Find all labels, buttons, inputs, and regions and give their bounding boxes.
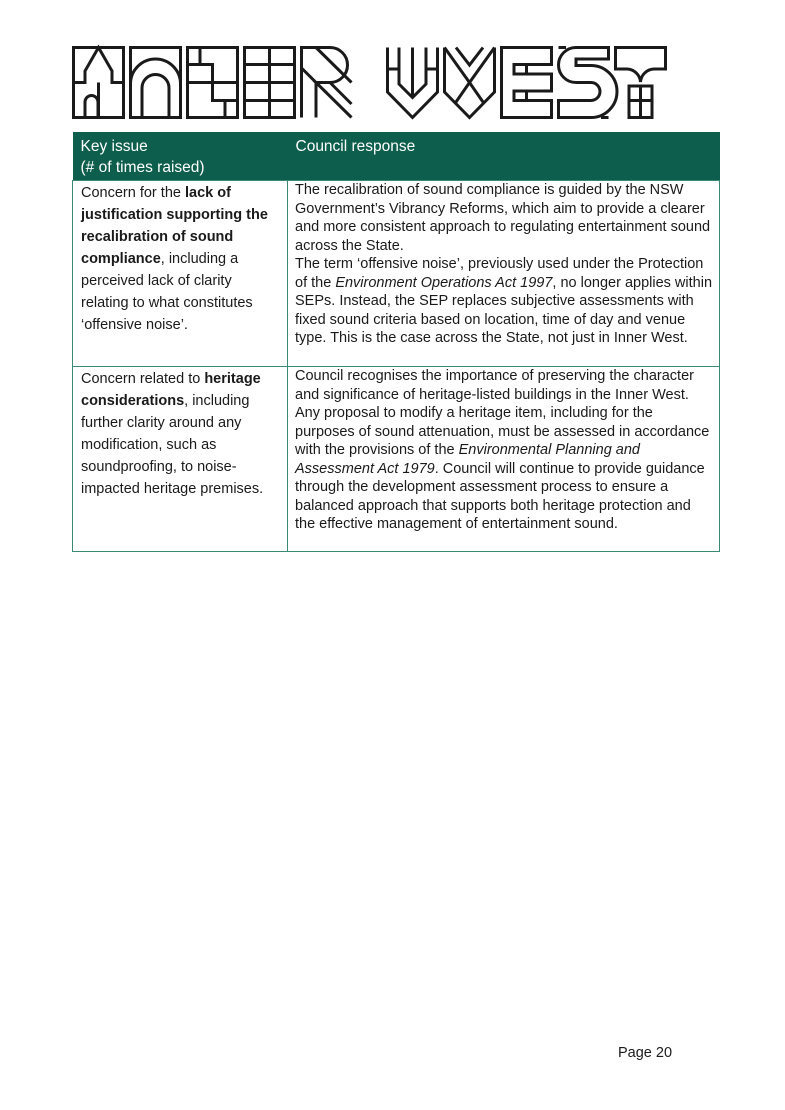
table-header-row	[73, 132, 720, 181]
key-issues-table	[72, 132, 720, 552]
header-council-response-label: Council response	[295, 138, 416, 155]
header-key-issue-sublabel: (# of times raised)	[80, 159, 205, 176]
inner-west-logo	[72, 44, 668, 120]
response-cell	[288, 367, 720, 552]
header-council-response	[288, 132, 720, 181]
issue-cell	[73, 181, 288, 367]
response-cell	[288, 181, 720, 367]
logo-letter-n2	[188, 48, 238, 118]
response-text: Council recognises the importance of preserving the character and significance of heritage-listed buildings in the Inner West. Any proposal to modify a heritage item, including for the purposes of sound attenuation, must be assessed in accordance with the provisions of the	[295, 368, 710, 458]
logo-letter-e2	[502, 48, 552, 118]
response-paragraph: The recalibration of sound compliance is guided by the NSW Government’s Vibrancy Reforms, which aim to provide a clearer and more consistent approach to regulating entertainment sound across the State.	[295, 182, 711, 254]
logo-letter-w2	[445, 48, 495, 118]
issue-text: Concern for the	[81, 185, 185, 201]
logo-letter-t	[616, 48, 666, 118]
table-row	[73, 367, 720, 552]
logo-letter-i	[74, 48, 124, 118]
issue-text: Concern related to	[81, 371, 205, 387]
issue-text: , including a perceived lack of clarity relating to what constitutes ‘offensive noise’.	[81, 251, 253, 333]
act-title: Environment Operations Act 1997	[335, 274, 553, 291]
act-title: Environmental Planning and Assessment Act 1979	[295, 442, 640, 477]
logo-letter-n1	[131, 48, 181, 118]
header-key-issue	[73, 132, 288, 181]
page-number: Page 20	[618, 1045, 673, 1061]
logo-letter-w	[388, 48, 438, 118]
issue-text: , including further clarity around any modification, such as soundproofing, to noise-impacted heritage premises.	[81, 393, 264, 497]
response-text: The term ‘offensive noise’, previously used under the Protection of the	[295, 256, 704, 291]
header-key-issue-label: Key issue	[80, 138, 148, 155]
response-text: , no longer applies within SEPs. Instead, the SEP replaces subjective assessments with fixed sound criteria based on location, time of day and venue type. This is the case across the State, not just in Inner West.	[295, 274, 713, 346]
table-row	[73, 181, 720, 367]
logo-letter-r	[302, 48, 352, 118]
issue-emphasis: lack of justification supporting the recalibration of sound compliance	[81, 185, 268, 267]
logo-letter-s	[559, 48, 618, 118]
issue-cell	[73, 367, 288, 552]
logo-letter-e	[245, 48, 295, 118]
issue-emphasis: heritage considerations	[81, 371, 261, 409]
response-text: . Council will continue to provide guidance through the development assessment process to ensure a balanced approach that supports both heritage protection and the effective management of entertainment sound.	[295, 460, 705, 532]
